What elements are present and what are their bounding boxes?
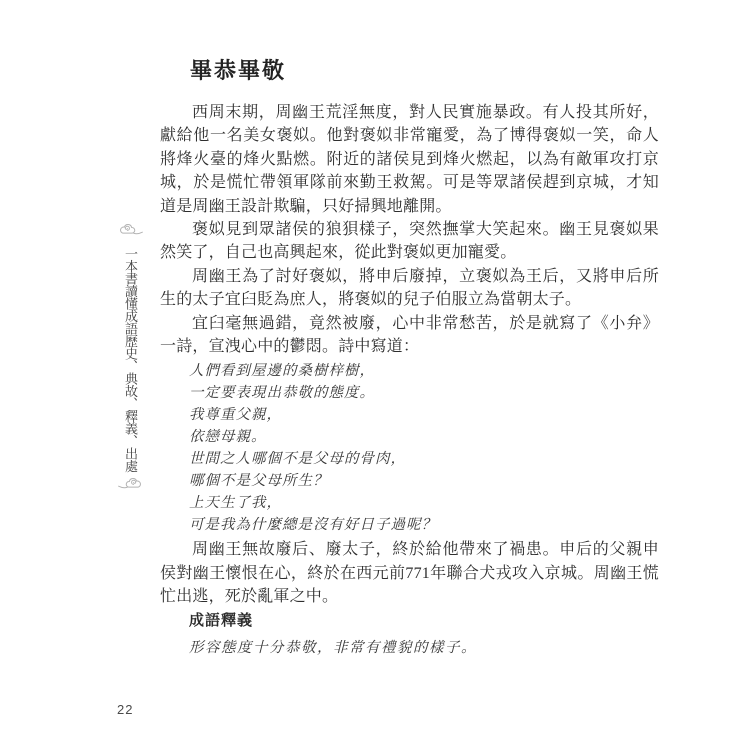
- poem-line: 哪個不是父母所生？: [189, 473, 329, 490]
- section-heading: 成語釋義: [189, 611, 254, 629]
- poem-line: 我尊重父親，: [189, 407, 282, 424]
- poem-line: 上天生了我，: [189, 495, 282, 512]
- poem-line: 世間之人哪個不是父母的骨肉，: [189, 451, 406, 468]
- story-paragraph: 褒姒見到眾諸侯的狼狽樣子，突然撫掌大笑起來。幽王見褒姒果然笑了，自己也高興起來，從此對褒姒更加寵愛。: [160, 221, 659, 262]
- cloud-swirl-icon: [117, 222, 144, 242]
- story-content: [160, 55, 659, 659]
- story-paragraph: 周幽王無故廢后、廢太子，終於給他帶來了禍患。申后的父親申侯對幽王懷恨在心，終於在西元前771年聯合犬戎攻入京城。周幽王慌忙出逃，死於亂軍之中。: [160, 541, 659, 606]
- story-paragraph: 周幽王為了討好褒姒，將申后廢掉，立褒姒為王后，又將申后所生的太子宜臼貶為庶人，將褒姒的兒子伯服立為當朝太子。: [160, 267, 659, 309]
- sidebar: [104, 222, 156, 496]
- cloud-swirl-icon: [117, 476, 144, 496]
- poem-line: 人們看到屋邊的桑樹梓樹，: [189, 363, 375, 380]
- poem-line: 依戀母親。: [189, 429, 267, 446]
- poem-line: 一定要表現出恭敬的態度。: [189, 385, 375, 402]
- page-number: 22: [117, 702, 134, 717]
- poem-line: 可是我為什麼總是沒有好日子過呢？: [189, 517, 437, 534]
- sidebar-tagline: 一本書讀懂成語歷史、典故、釋義、出處: [123, 247, 138, 472]
- page-title: 畢恭畢敬: [190, 58, 287, 83]
- quoted-poem: [189, 360, 659, 536]
- story-paragraph: 西周末期，周幽王荒淫無度，對人民實施暴政。有人投其所好，獻給他一名美女褒姒。他對褒姒非常寵愛，為了博得褒姒一笑，命人將烽火臺的烽火點燃。附近的諸侯見到烽火燃起，以為有敵軍攻打京城，於是慌忙帶領軍隊前來勤王救駕。可是等眾諸侯趕到京城，才知道是周幽王設計欺騙，只好掃興地離開。: [160, 104, 659, 215]
- idiom-definition: 形容態度十分恭敬，非常有禮貌的樣子。: [189, 640, 477, 657]
- story-paragraph: 宜臼毫無過錯，竟然被廢，心中非常愁苦，於是就寫了《小弁》一詩，宣洩心中的鬱悶。詩中寫道：: [160, 314, 659, 356]
